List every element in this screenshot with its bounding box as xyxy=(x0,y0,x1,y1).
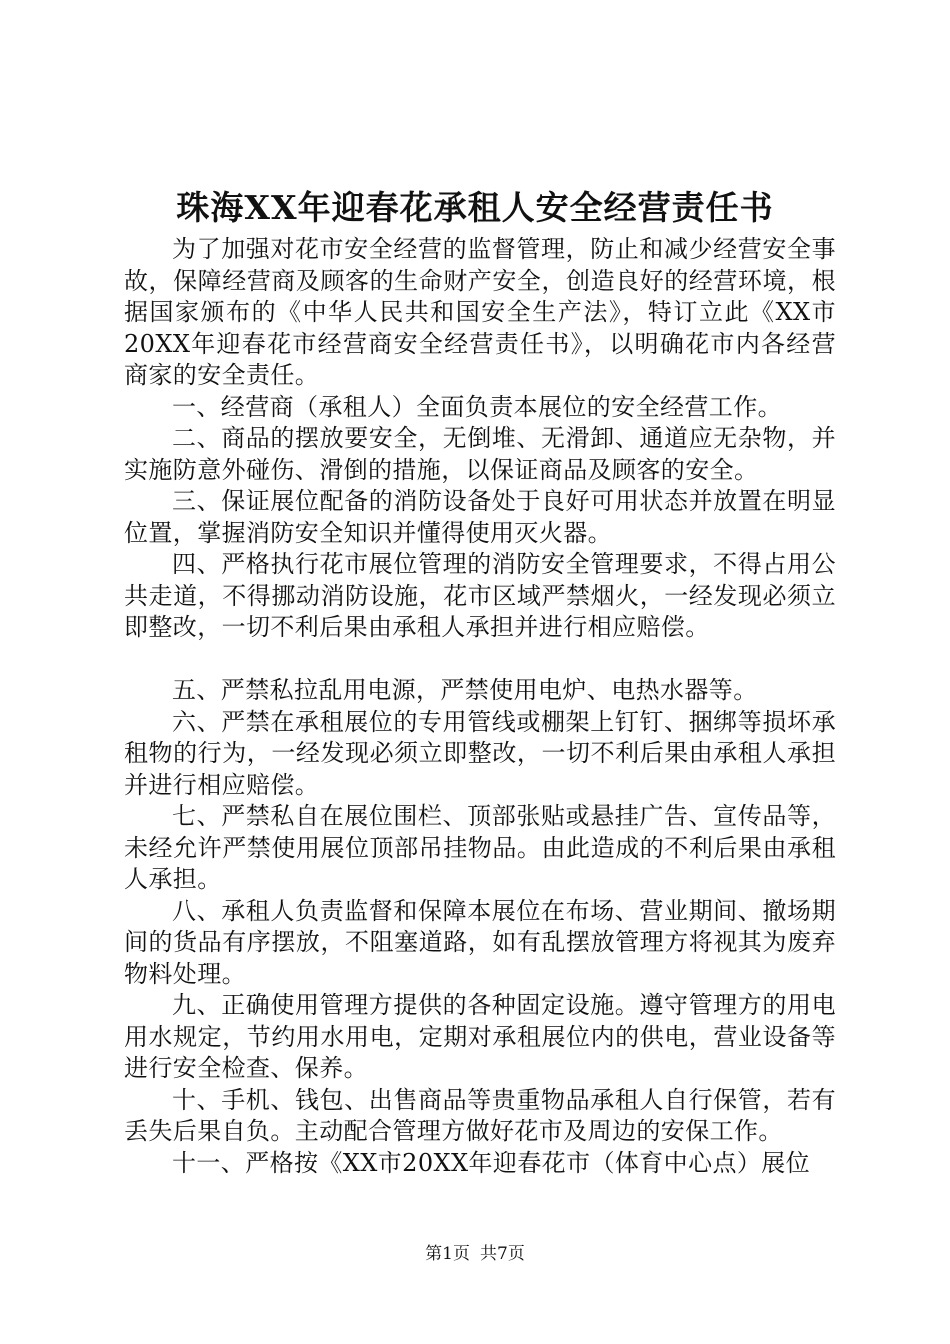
clause-11: 十一、严格按《XX市20XX年迎春花市（体育中心点）展位 xyxy=(172,1148,811,1177)
clause-5: 五、严禁私拉乱用电源，严禁使用电炉、电热水器等。 xyxy=(172,676,758,704)
document-title: 珠海XX年迎春花承租人安全经营责任书 xyxy=(176,188,774,227)
clause-4: 四、严格执行花市展位管理的消防安全管理要求，不得占用公共走道，不得挪动消防设施，花市区域严禁烟火，一经发现必须立即整改，一切不利后果由承租人承担并进行相应赔偿。 xyxy=(124,550,836,641)
clause-9: 九、正确使用管理方提供的各种固定设施。遵守管理方的用电用水规定，节约用水用电，定期对承租展位内的供电，营业设备等进行安全检查、保养。 xyxy=(124,991,836,1082)
clause-10: 十、手机、钱包、出售商品等贵重物品承租人自行保管，若有丢失后果自负。主动配合管理方做好花市及周边的安保工作。 xyxy=(124,1085,836,1145)
page-number: 第1页 xyxy=(425,1244,470,1264)
clause-7: 七、严禁私自在展位围栏、顶部张贴或悬挂广告、宣传品等，未经允许严禁使用展位顶部吊挂物品。由此造成的不利后果由承租人承担。 xyxy=(124,802,836,893)
clause-2: 二、商品的摆放要安全，无倒堆、无滑卸、通道应无杂物，并实施防意外碰伤、滑倒的措施，以保证商品及顾客的安全。 xyxy=(124,424,836,484)
page-total: 共7页 xyxy=(480,1244,525,1264)
clause-8: 八、承租人负责监督和保障本展位在布场、营业期间、撤场期间的货品有序摆放，不阻塞道路，如有乱摆放管理方将视其为废弃物料处理。 xyxy=(124,896,836,988)
document-body xyxy=(124,234,836,1179)
clause-1: 一、经营商（承租人）全面负责本展位的安全经营工作。 xyxy=(172,392,782,421)
clause-3: 三、保证展位配备的消防设备处于良好可用状态并放置在明显位置，掌握消防安全知识并懂得使用灭火器。 xyxy=(124,487,836,547)
intro-paragraph: 为了加强对花市安全经营的监督管理，防止和减少经营安全事故，保障经营商及顾客的生命财产安全，创造良好的经营环境，根据国家颁布的《中华人民共和国安全生产法》，特订立此《XX市20XX年迎春花市经营商安全经营责任书》，以明确花市内各经营商家的安全责任。 xyxy=(124,235,836,389)
page-footer xyxy=(0,1242,950,1266)
clause-6: 六、严禁在承租展位的专用管线或棚架上钉钉、捆绑等损坏承租物的行为，一经发现必须立即整改，一切不利后果由承租人承担并进行相应赔偿。 xyxy=(124,707,836,799)
